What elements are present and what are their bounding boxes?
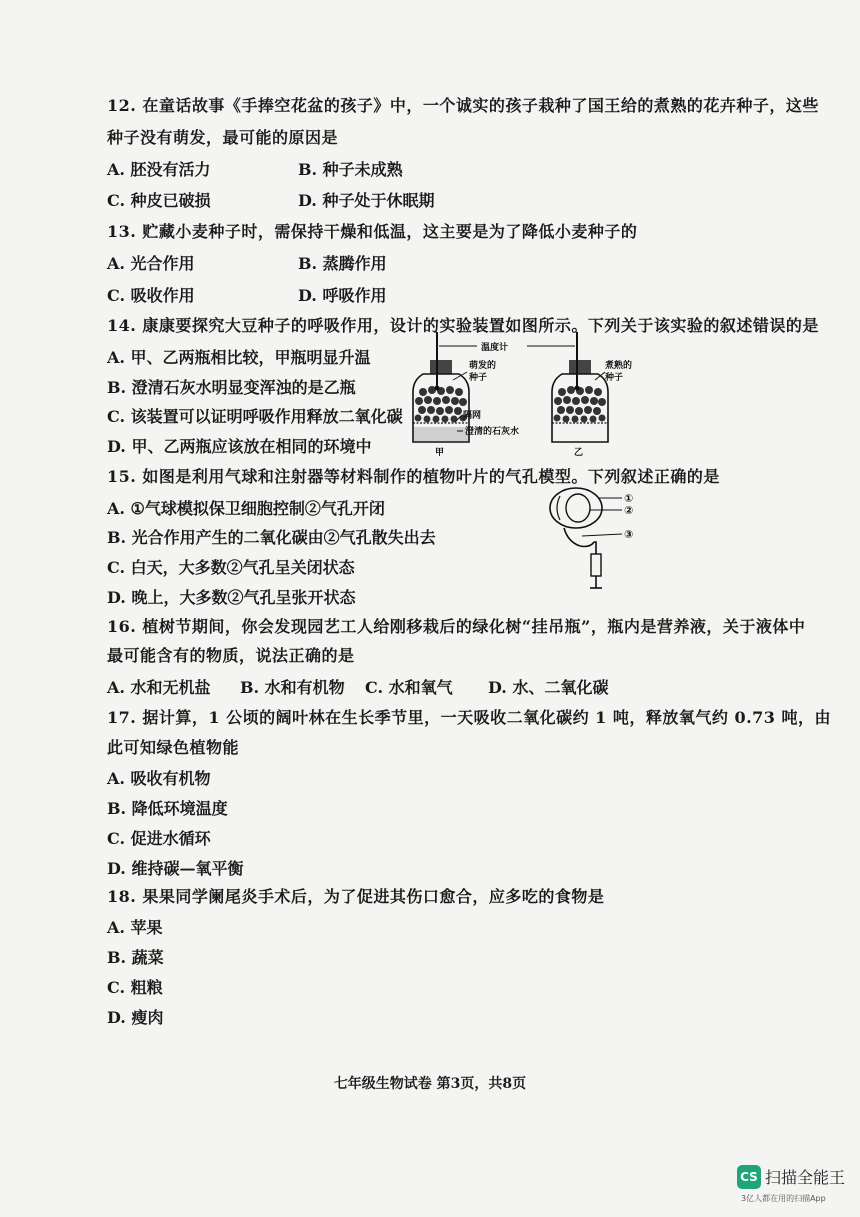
label-jar-b: 乙	[574, 448, 584, 458]
q16-stem-line2: 最可能含有的物质，说法正确的是	[107, 646, 355, 665]
q15-stem: 15. 如图是利用气球和注射器等材料制作的植物叶片的气孔模型。下列叙述正确的是	[107, 467, 720, 486]
label-cooked-seeds-1: 煮熟的	[605, 361, 633, 371]
q16-option-a: A. 水和无机盐	[107, 678, 211, 697]
jar-a	[413, 332, 469, 442]
q18-option-b: B. 蔬菜	[107, 948, 164, 967]
q18-option-d: D. 瘦肉	[107, 1008, 164, 1027]
jar-b	[552, 332, 608, 442]
q14-option-c: C. 该装置可以证明呼吸作用释放二氧化碳	[107, 407, 403, 426]
label-cooked-seeds-2: 种子	[605, 373, 624, 383]
q17-stem-line2: 此可知绿色植物能	[107, 738, 240, 757]
q13-stem: 13. 贮藏小麦种子时，需保持干燥和低温，这主要是为了降低小麦种子的	[107, 222, 638, 241]
q17-stem-line1: 17. 据计算，1 公顷的阔叶林在生长季节里，一天吸收二氧化碳约 1 吨，释放氧气约 0.73 吨，由	[107, 708, 831, 727]
q15-option-a: A. ①气球模拟保卫细胞控制②气孔开闭	[107, 499, 385, 518]
q16-option-c: C. 水和氧气	[365, 678, 453, 697]
q12-stem-line1: 12. 在童话故事《手捧空花盆的孩子》中，一个诚实的孩子栽种了国王给的煮熟的花卉种子，这些	[107, 96, 819, 115]
label-syringe: ③	[624, 528, 634, 541]
q15-option-c: C. 白天，大多数②气孔呈关闭状态	[107, 558, 355, 577]
q15-option-b: B. 光合作用产生的二氧化碳由②气孔散失出去	[107, 528, 436, 547]
camscanner-logo-icon: CS	[737, 1165, 761, 1189]
page-footer: 七年级生物试卷 第3页，共8页	[333, 1076, 527, 1092]
label-limewater: 澄清的石灰水	[465, 427, 520, 437]
q17-option-c: C. 促进水循环	[107, 829, 211, 848]
q18-stem: 18. 果果同学阑尾炎手术后，为了促进其伤口愈合，应多吃的食物是	[107, 887, 605, 906]
label-germinating-seeds-2: 种子	[469, 373, 488, 383]
q14-stem: 14. 康康要探究大豆种子的呼吸作用，设计的实验装置如图所示。下列关于该实验的叙述错误的是	[107, 316, 819, 335]
q14-option-a: A. 甲、乙两瓶相比较，甲瓶明显升温	[107, 348, 371, 367]
q16-option-d: D. 水、二氧化碳	[488, 678, 609, 697]
q12-option-b: B. 种子未成熟	[298, 160, 403, 179]
q14-option-d: D. 甲、乙两瓶应该放在相同的环境中	[107, 437, 372, 456]
q17-option-d: D. 维持碳—氧平衡	[107, 859, 244, 878]
label-balloon: ①	[624, 492, 634, 505]
q14-option-b: B. 澄清石灰水明显变浑浊的是乙瓶	[107, 378, 356, 397]
q13-option-a: A. 光合作用	[107, 254, 195, 273]
watermark-name: 扫描全能王	[765, 1168, 846, 1187]
q17-option-b: B. 降低环境温度	[107, 799, 228, 818]
q13-option-d: D. 呼吸作用	[298, 286, 387, 305]
q13-option-c: C. 吸收作用	[107, 286, 195, 305]
label-mesh: 隔网	[463, 411, 482, 421]
label-germinating-seeds-1: 萌发的	[469, 361, 497, 371]
q12-stem-line2: 种子没有萌发，最可能的原因是	[107, 128, 339, 147]
q12-option-d: D. 种子处于休眠期	[298, 191, 435, 210]
q17-option-a: A. 吸收有机物	[107, 769, 211, 788]
q18-option-a: A. 苹果	[107, 918, 163, 937]
label-stoma: ②	[624, 504, 634, 517]
q12-option-c: C. 种皮已破损	[107, 191, 211, 210]
q15-option-d: D. 晚上，大多数②气孔呈张开状态	[107, 588, 356, 607]
q13-option-b: B. 蒸腾作用	[298, 254, 387, 273]
label-thermometer: 温度计	[481, 343, 509, 353]
q12-option-a: A. 胚没有活力	[107, 160, 211, 179]
respiration-experiment-figure	[405, 330, 633, 460]
q16-stem-line1: 16. 植树节期间，你会发现园艺工人给刚移栽后的绿化树“挂吊瓶”，瓶内是营养液，关于液体中	[107, 617, 806, 636]
label-jar-a: 甲	[435, 448, 445, 458]
stomata-model-figure	[540, 484, 660, 594]
watermark-tagline: 3亿人都在用的扫描App	[741, 1194, 826, 1203]
q18-option-c: C. 粗粮	[107, 978, 163, 997]
q16-option-b: B. 水和有机物	[240, 678, 345, 697]
